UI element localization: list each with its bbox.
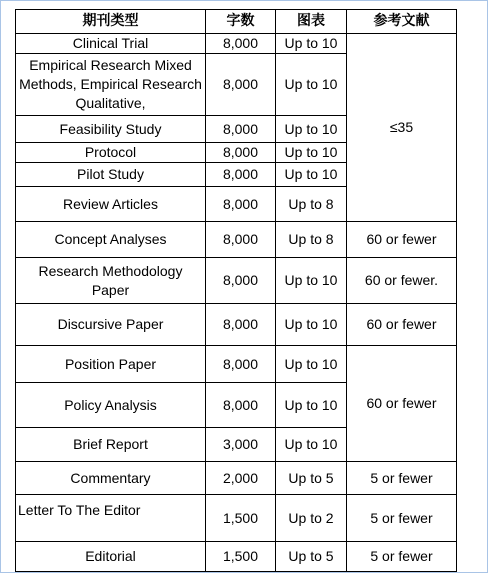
cell-type: Review Articles — [16, 187, 206, 222]
cell-figures: Up to 10 — [276, 34, 347, 54]
cell-references: 60 or fewer. — [347, 258, 457, 304]
cell-words: 8,000 — [206, 383, 276, 428]
cell-words: 1,500 — [206, 542, 276, 572]
cell-type: Feasibility Study — [16, 116, 206, 143]
cell-figures: Up to 5 — [276, 462, 347, 495]
table-row — [16, 495, 457, 542]
cell-figures: Up to 10 — [276, 54, 347, 116]
table-row — [16, 34, 457, 54]
cell-words: 8,000 — [206, 346, 276, 383]
cell-type: Pilot Study — [16, 163, 206, 187]
cell-figures: Up to 10 — [276, 383, 347, 428]
cell-words: 3,000 — [206, 428, 276, 462]
header-references: 参考文献 — [347, 10, 457, 34]
header-type: 期刊类型 — [16, 10, 206, 34]
cell-words: 8,000 — [206, 34, 276, 54]
cell-figures: Up to 10 — [276, 258, 347, 304]
table-row — [16, 346, 457, 383]
cell-figures: Up to 10 — [276, 346, 347, 383]
cell-references: 60 or fewer — [347, 222, 457, 258]
cell-references-merged: ≤35 — [347, 34, 457, 222]
cell-words: 1,500 — [206, 495, 276, 542]
cell-type: Empirical Research Mixed Methods, Empirical Research Qualitative, — [16, 54, 206, 116]
cell-type: Brief Report — [16, 428, 206, 462]
cell-figures: Up to 8 — [276, 222, 347, 258]
cell-figures: Up to 10 — [276, 116, 347, 143]
cell-type: Protocol — [16, 143, 206, 163]
table-row — [16, 304, 457, 346]
cell-type: Editorial — [16, 542, 206, 572]
cell-references: 60 or fewer — [347, 304, 457, 346]
cell-references: 5 or fewer — [347, 462, 457, 495]
cell-references: 5 or fewer — [347, 542, 457, 572]
cell-words: 8,000 — [206, 54, 276, 116]
cell-references-merged: 60 or fewer — [347, 346, 457, 462]
cell-figures: Up to 10 — [276, 304, 347, 346]
cell-words: 8,000 — [206, 163, 276, 187]
header-row — [16, 10, 457, 34]
header-words: 字数 — [206, 10, 276, 34]
cell-type: Concept Analyses — [16, 222, 206, 258]
cell-words: 8,000 — [206, 187, 276, 222]
cell-type: Research Methodology Paper — [16, 258, 206, 304]
journal-requirements-table — [15, 9, 457, 572]
cell-words: 8,000 — [206, 116, 276, 143]
cell-figures: Up to 10 — [276, 163, 347, 187]
cell-figures: Up to 8 — [276, 187, 347, 222]
table-row — [16, 222, 457, 258]
table-row — [16, 462, 457, 495]
cell-words: 8,000 — [206, 258, 276, 304]
cell-words: 2,000 — [206, 462, 276, 495]
cell-type: Clinical Trial — [16, 34, 206, 54]
cell-figures: Up to 2 — [276, 495, 347, 542]
table-row — [16, 542, 457, 572]
cell-type: Position Paper — [16, 346, 206, 383]
cell-figures: Up to 10 — [276, 428, 347, 462]
cell-references: 5 or fewer — [347, 495, 457, 542]
cell-words: 8,000 — [206, 143, 276, 163]
cell-type: Policy Analysis — [16, 383, 206, 428]
cell-figures: Up to 10 — [276, 143, 347, 163]
cell-type: Commentary — [16, 462, 206, 495]
header-figures: 图表 — [276, 10, 347, 34]
cell-type: Letter To The Editor — [16, 495, 206, 542]
cell-type: Discursive Paper — [16, 304, 206, 346]
table-row — [16, 258, 457, 304]
cell-words: 8,000 — [206, 222, 276, 258]
cell-figures: Up to 5 — [276, 542, 347, 572]
cell-words: 8,000 — [206, 304, 276, 346]
